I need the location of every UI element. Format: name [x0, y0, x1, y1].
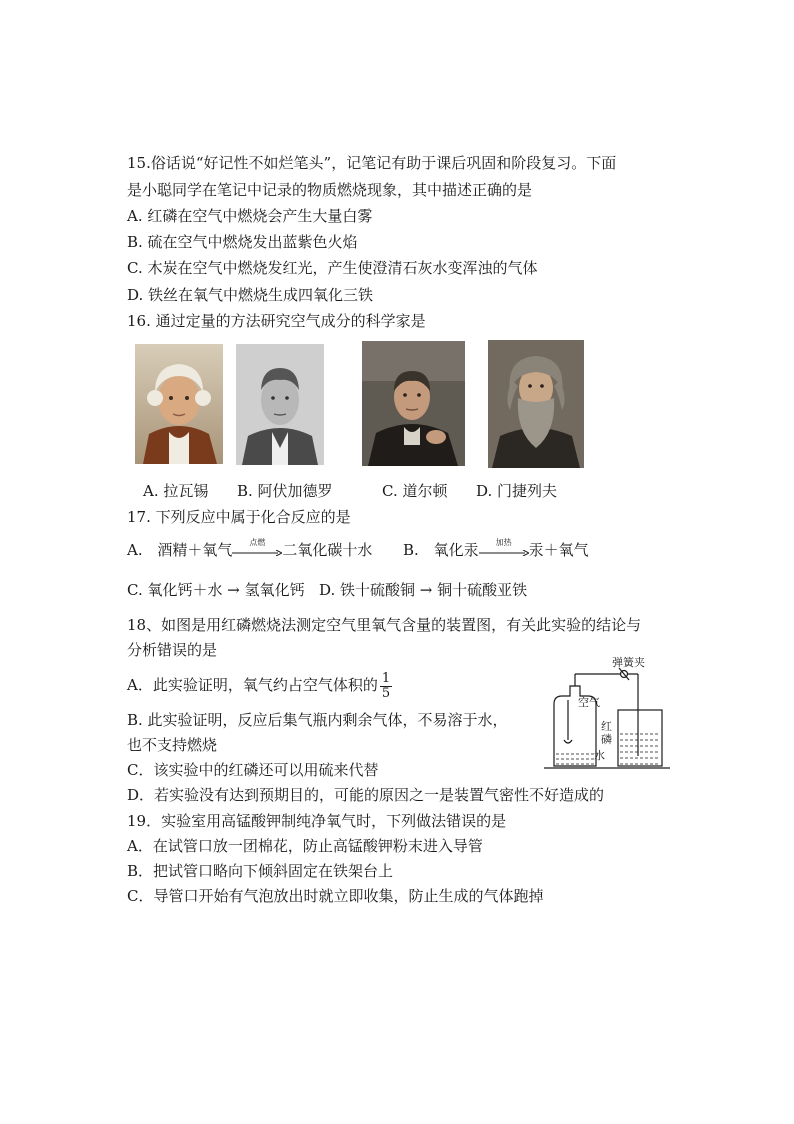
q18-option-d: D．若实验没有达到预期目的，可能的原因之一是装置气密性不好造成的: [127, 786, 605, 804]
q15-option-a: A. 红磷在空气中燃烧会产生大量白雾: [127, 207, 373, 225]
apparatus-drawing: [540, 656, 675, 772]
fraction-denominator: 5: [381, 685, 391, 701]
q15-stem-line1: 15.俗话说“好记性不如烂笔头”，记笔记有助于课后巩固和阶段复习。下面: [127, 154, 617, 172]
fraction-numerator: 1: [381, 670, 391, 686]
apparatus-diagram: [540, 656, 675, 772]
label-red-phosphorus: 红磷: [601, 720, 612, 746]
q16-option-c: C. 道尔顿: [382, 482, 448, 500]
portrait-mendeleev: [488, 340, 584, 468]
q17-option-a-condition: 点燃: [249, 538, 266, 547]
q18-option-a-text: A．此实验证明，氧气约占空气体积的: [127, 676, 378, 694]
label-air: 空气: [578, 696, 600, 709]
q18-option-c: C．该实验中的红磷还可以用硫来代替: [127, 761, 379, 779]
portrait-avogadro: [236, 344, 324, 465]
q16-option-d: D. 门捷列夫: [476, 482, 558, 500]
q17-option-a-products: 二氧化碳十水: [282, 541, 373, 559]
q15-option-c: C. 木炭在空气中燃烧发红光，产生使澄清石灰水变浑浊的气体: [127, 259, 538, 277]
q18-option-b-line2: 也不支持燃烧: [127, 736, 218, 754]
q18-option-b-line1: B. 此实验证明，反应后集气瓶内剩余气体，不易溶于水，: [127, 711, 508, 729]
q16-option-a: A. 拉瓦锡: [143, 482, 209, 500]
reaction-arrow-icon: [479, 538, 529, 558]
q17-option-a: [127, 540, 372, 560]
q18-stem-line1: 18、如图是用红磷燃烧法测定空气里氧气含量的装置图，有关此实验的结论与: [127, 616, 642, 634]
fraction-one-fifth: [380, 672, 392, 701]
q19-option-b: B．把试管口略向下倾斜固定在铁架台上: [127, 862, 394, 880]
q18-option-a: [127, 668, 392, 702]
q15-stem-line2: 是小聪同学在笔记中记录的物质燃烧现象，其中描述正确的是: [127, 181, 533, 199]
q17-stem: 17. 下列反应中属于化合反应的是: [127, 508, 351, 526]
label-water: 水: [594, 749, 605, 762]
q17-option-b: [403, 540, 589, 560]
q17-option-b-condition: 加热: [495, 538, 512, 547]
q17-option-a-label: A.: [127, 541, 143, 559]
q17-option-a-reactants: 酒精＋氧气: [157, 541, 233, 559]
q16-stem: 16. 通过定量的方法研究空气成分的科学家是: [127, 312, 426, 330]
q17-option-b-reactants: 氧化汞: [433, 541, 479, 559]
q19-option-c: C．导管口开始有气泡放出时就立即收集，防止生成的气体跑掉: [127, 887, 544, 905]
q17-option-b-label: B.: [403, 541, 419, 559]
q19-stem: 19．实验室用高锰酸钾制纯净氧气时，下列做法错误的是: [127, 812, 507, 830]
portrait-lavoisier: [135, 344, 223, 464]
q17-option-d: D. 铁十硫酸铜 → 铜十硫酸亚铁: [319, 581, 528, 599]
reaction-arrow-icon: [232, 538, 282, 558]
q16-option-b: B. 阿伏加德罗: [237, 482, 333, 500]
q17-option-b-products: 汞＋氧气: [528, 541, 589, 559]
q15-option-b: B. 硫在空气中燃烧发出蓝紫色火焰: [127, 233, 358, 251]
q18-stem-line2: 分析错误的是: [127, 641, 218, 659]
q19-option-a: A．在试管口放一团棉花，防止高锰酸钾粉末进入导管: [127, 837, 483, 855]
q17-option-c: C. 氧化钙＋水 → 氢氧化钙: [127, 581, 305, 599]
portrait-dalton: [362, 341, 465, 466]
label-spring-clip: 弹簧夹: [612, 656, 645, 669]
q15-option-d: D. 铁丝在氧气中燃烧生成四氧化三铁: [127, 286, 374, 304]
